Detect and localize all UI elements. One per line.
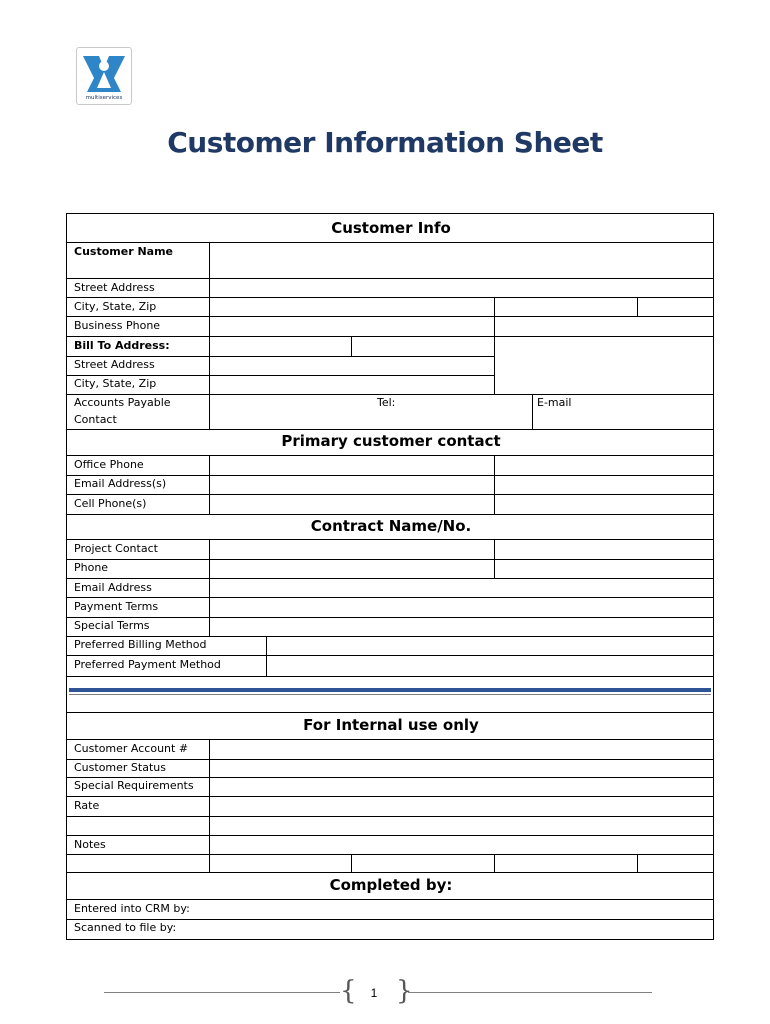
label-bill-city-state-zip: City, State, Zip [74, 377, 157, 390]
label-cell-phones: Cell Phone(s) [74, 497, 147, 510]
label-phone: Phone [74, 561, 109, 574]
customer-form [66, 213, 714, 940]
label-email: E-mail [537, 396, 572, 409]
label-entered-into-crm: Entered into CRM by: [74, 902, 190, 915]
section-heading-customer-info: Customer Info [331, 219, 451, 237]
label-rate: Rate [74, 799, 100, 812]
label-city-state-zip: City, State, Zip [74, 300, 157, 313]
section-divider [69, 688, 711, 692]
label-payment-terms: Payment Terms [74, 600, 159, 613]
section-heading-completed: Completed by: [329, 876, 453, 894]
label-office-phone: Office Phone [74, 458, 144, 471]
label-email-addresses: Email Address(s) [74, 477, 167, 490]
label-tel: Tel: [377, 396, 396, 409]
label-preferred-billing-method: Preferred Billing Method [74, 638, 207, 651]
page-title: Customer Information Sheet [167, 126, 603, 159]
section-heading-primary-contact: Primary customer contact [281, 432, 501, 450]
label-customer-status: Customer Status [74, 761, 166, 774]
label-contact: Contact [74, 413, 117, 426]
label-project-contact: Project Contact [74, 542, 158, 555]
label-scanned-to-file: Scanned to file by: [74, 921, 177, 934]
label-customer-account: Customer Account # [74, 742, 189, 755]
footer-bracket-right: } [396, 976, 413, 1006]
label-special-terms: Special Terms [74, 619, 150, 632]
label-special-requirements: Special Requirements [74, 779, 194, 792]
section-heading-internal: For Internal use only [303, 716, 479, 734]
label-accounts-payable: Accounts Payable [74, 396, 171, 409]
logo-wordmark: multiservices [85, 95, 123, 101]
page-number: 1 [370, 986, 378, 1000]
label-preferred-payment-method: Preferred Payment Method [74, 658, 221, 671]
footer-rule-right [408, 992, 652, 993]
company-logo [76, 47, 132, 105]
label-business-phone: Business Phone [74, 319, 161, 332]
label-notes: Notes [74, 838, 106, 851]
label-street-address: Street Address [74, 281, 155, 294]
label-customer-name: Customer Name [74, 245, 173, 258]
label-bill-street-address: Street Address [74, 358, 155, 371]
section-heading-contract: Contract Name/No. [310, 517, 472, 535]
footer-rule-left [104, 992, 340, 993]
label-email-address: Email Address [74, 581, 152, 594]
footer-bracket-left: { [340, 976, 357, 1006]
label-bill-to-address: Bill To Address: [74, 339, 170, 352]
